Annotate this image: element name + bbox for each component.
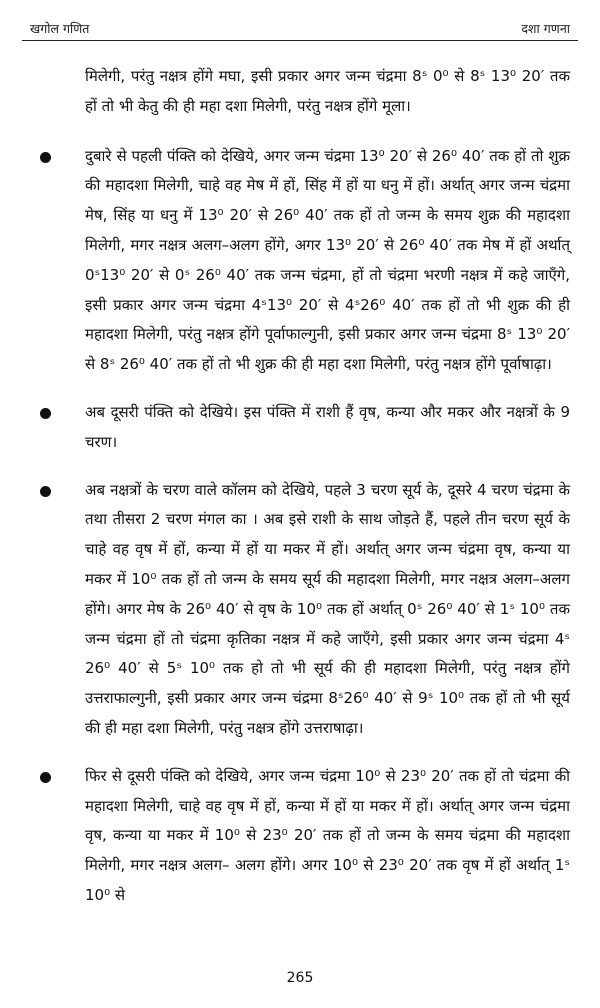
bullet-icon <box>40 408 51 419</box>
running-header <box>30 20 570 37</box>
bullet-icon <box>40 772 51 783</box>
bullet-icon <box>40 152 51 163</box>
paragraph-text: फिर से दूसरी पंक्ति को देखिये, अगर जन्म चंद्रमा 10⁰ से 23⁰ 20′ तक हों तो चंद्रमा की महादशा मिलेगी, चाहे वह वृष में हों, कन्या में हों या मकर में हों। अर्थात् अगर जन्म चंद्रमा वृष, कन्या या मकर में 10⁰ से 23⁰ 20′ तक हों तो जन्म के समय चंद्रमा की महादशा मिलेगी, मगर नक्षत्र अलग– अलग होंगे। अगर 10⁰ से 23⁰ 20′ तक वृष में हों अर्थात् 1ˢ 10⁰ से <box>85 766 570 904</box>
paragraph-text: अब नक्षत्रों के चरण वाले कॉलम को देखिये, पहले 3 चरण सूर्य के, दूसरे 4 चरण चंद्रमा के तथा तीसरा 2 चरण मंगल का । अब इसे राशी के साथ जोड़ते हैं, पहले तीन चरण सूर्य के चाहे वह वृष में हों, कन्या में हों या मकर में हों। अर्थात् अगर जन्म चंद्रमा वृष, कन्या या मकर में 10⁰ तक हों तो जन्म के समय सूर्य की महादशा मिलेगी, मगर नक्षत्र अलग–अलग होंगे। अगर मेष के 26⁰ 40′ से वृष के 10⁰ तक हों अर्थात् 0ˢ 26⁰ 40′ से 1ˢ 10⁰ तक जन्म चंद्रमा हों तो चंद्रमा कृतिका नक्षत्र में कहे जाएँगे, इसी प्रकार अगर जन्म चंद्रमा 4ˢ 26⁰ 40′ से 5ˢ 10⁰ तक हो तो भी सूर्य की ही महादशा मिलेगी, परंतु नक्षत्र होंगे उत्तराफाल्गुनी, इसी प्रकार अगर जन्म चंद्रमा 8ˢ26⁰ 40′ से 9ˢ 10⁰ तक हों तो भी सूर्य की ही महा दशा मिलेगी, परंतु नक्षत्र होंगे उत्तराषाढ़ा। <box>85 480 570 737</box>
header-book-title: खगोल गणित <box>30 21 90 36</box>
bullet-paragraph <box>85 762 570 911</box>
header-rule <box>22 40 578 41</box>
paragraph-text: दुबारे से पहली पंक्ति को देखिये, अगर जन्म चंद्रमा 13⁰ 20′ से 26⁰ 40′ तक हों तो शुक्र की महादशा मिलेगी, चाहे वह मेष में हों, सिंह में हों या धनु में हों। अर्थात् अगर जन्म चंद्रमा मेष, सिंह या धनु में 13⁰ 20′ से 26⁰ 40′ तक हों तो जन्म के समय शुक्र की महादशा मिलेगी, मगर नक्षत्र अलग–अलग होंगे, अगर 13⁰ 20′ से 26⁰ 40′ तक मेष में हों अर्थात् 0ˢ13⁰ 20′ से 0ˢ 26⁰ 40′ तक जन्म चंद्रमा, हों तो चंद्रमा भरणी नक्षत्र में कहे जाएँगे, इसी प्रकार अगर जन्म चंद्रमा 4ˢ13⁰ 20′ से 4ˢ26⁰ 40′ तक हों तो भी शुक्र की ही महादशा मिलेगी, परंतु नक्षत्र होंगे पूर्वाफाल्गुनी, इसी प्रकार अगर जन्म चंद्रमा 8ˢ 13⁰ 20′ से 8ˢ 26⁰ 40′ तक हों तो भी शुक्र की ही महा दशा मिलेगी, परंतु नक्षत्र होंगे पूर्वाषाढ़ा। <box>85 146 570 374</box>
header-chapter-title: दशा गणना <box>521 21 570 36</box>
bullet-paragraph <box>85 476 570 744</box>
paragraph-text: अब दूसरी पंक्ति को देखिये। इस पंक्ति में राशी हैं वृष, कन्या और मकर और नक्षत्रों के 9 चरण। <box>85 402 570 451</box>
paragraph-text: मिलेगी, परंतु नक्षत्र होंगे मघा, इसी प्रकार अगर जन्म चंद्रमा 8ˢ 0⁰ से 8ˢ 13⁰ 20′ तक हों तो भी केतु की ही महा दशा मिलेगी, परंतु नक्षत्र होंगे मूला। <box>85 67 570 115</box>
body-text <box>85 62 570 929</box>
bullet-icon <box>40 486 51 497</box>
bullet-paragraph <box>85 142 570 380</box>
page-number: 265 <box>286 970 314 986</box>
bullet-paragraph <box>85 398 570 458</box>
paragraph-continuation <box>85 62 570 122</box>
